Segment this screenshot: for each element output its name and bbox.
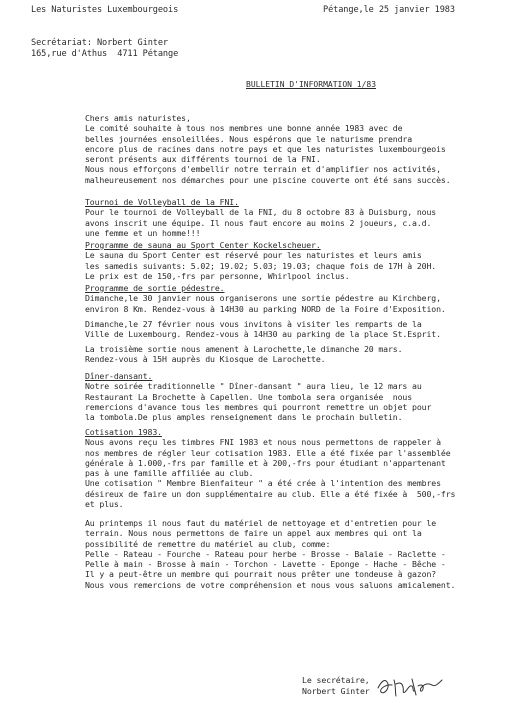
- walks-third: [85, 344, 402, 365]
- section-line: Dimanche,le 30 janvier nous organiserons une sortie pédestre au Kirchberg,: [85, 293, 441, 304]
- section-line: Pelle à main - Brosse à main - Torchon - Lavette - Eponge - Hache - Bêche -: [85, 559, 446, 570]
- place-date: Pétange,le 25 janvier 1983: [323, 5, 455, 15]
- walks-section: [85, 283, 446, 314]
- section-line: Nous avons reçu les timbres FNI 1983 et nous nous permettons de rappeler à: [85, 437, 441, 448]
- section-line: les samedis suivants: 5.02; 19.02; 5.03; 19.03; chaque fois de 17H à 20H.: [85, 260, 437, 271]
- section-line: une femme et un homme!!!: [85, 227, 201, 238]
- section-line: Rendez-vous à 15H auprès du Kiosque de Larochette.: [85, 354, 326, 365]
- closing-name: Norbert Ginter: [302, 686, 370, 696]
- sauna-section: [85, 240, 436, 281]
- cotisation-section: [85, 427, 455, 509]
- section-line: Au printemps il nous faut du matériel de nettoyage et d'entretien pour le: [85, 518, 437, 528]
- section-line: Une cotisation " Membre Bienfaiteur " a été crée à l'intention des membres: [85, 478, 441, 489]
- club-name: Les Naturistes Luxembourgeois: [31, 5, 179, 15]
- handwritten-signature: [372, 670, 447, 702]
- bulletin-title: BULLETIN D'INFORMATION 1/83: [246, 80, 377, 89]
- section-line: Pelle - Rateau - Fourche - Rateau pour herbe - Brosse - Balaie - Raclette -: [85, 548, 446, 559]
- section-line: Le sauna du Sport Center est réservé pour les naturistes et leurs amis: [85, 250, 422, 261]
- section-line: Nous vous remercions de votre compréhension et nous vous saluons amicalement.: [85, 579, 456, 590]
- section-line: remercions d'avance tous les membres qui pourront remettre un objet pour: [85, 401, 432, 412]
- section-heading: Cotisation 1983.: [85, 427, 162, 437]
- walks-second: [85, 319, 441, 340]
- secretariat-line: Secrétariat: Norbert Ginter: [31, 38, 168, 48]
- section-line: La troisième sortie nous amenent à Larochette,le dimanche 20 mars.: [85, 344, 403, 354]
- section-line: nos membres de régler leur cotisation 1983. Elle a été fixée par l'assemblée: [85, 447, 451, 458]
- section-line: et plus.: [85, 499, 124, 510]
- section-line: terrain. Nous nous permettons de faire un appel aux membres qui ont la: [85, 528, 422, 539]
- section-line: la tombola.De plus amples renseignement dans le prochain bulletin.: [85, 412, 403, 423]
- section-line: possibilité de remettre du matériel au club, comme:: [85, 538, 331, 549]
- section-line: environ 8 Km. Rendez-vous à 14H30 au parking NORD de la Foire d'Exposition.: [85, 303, 446, 314]
- intro-line: seront présents aux différents tournoi de la FNI.: [85, 154, 321, 165]
- section-line: Il y a peut-être un membre qui pourrait nous prêter une tondeuse à gazon?: [85, 569, 437, 580]
- section-line: Le prix est de 150,-frs par personne, Whirlpool inclus.: [85, 270, 350, 281]
- intro-line: encore plus de racines dans notre pays et que les naturistes luxembourgeois: [85, 143, 446, 154]
- section-line: pas à une famille affiliée au club.: [85, 468, 254, 479]
- intro-section: [85, 113, 451, 185]
- section-heading: Programme de sortie pédestre.: [85, 283, 225, 293]
- intro-line: belles journées ensoleillées. Nous espérons que le naturisme prendra: [85, 133, 413, 144]
- section-line: Dimanche,le 27 février nous vous invitons à visiter les remparts de la: [85, 319, 422, 329]
- intro-line: Nous nous efforçons d'embellir notre terrain et d'amplifier nos activités,: [85, 164, 441, 175]
- material-section: [85, 518, 455, 590]
- section-line: avons inscrit une équipe. Il nous faut encore au moins 2 joueurs, c.a.d.: [85, 217, 432, 228]
- volleyball-section: [85, 197, 436, 238]
- section-line: Restaurant La Brochette à Capellen. Une tombola sera organisée nous: [85, 391, 413, 402]
- intro-line: Le comité souhaite à tous nos membres une bonne année 1983 avec de: [85, 123, 403, 134]
- section-line: désireux de faire un don supplémentaire au club. Elle a été fixée à 500,-frs: [85, 488, 456, 499]
- dinner-section: [85, 371, 431, 422]
- section-line: Pour le tournoi de Volleyball de la FNI, du 8 octobre 83 à Duisburg, nous: [85, 207, 437, 218]
- intro-line: malheureusement nos démarches pour une piscine couverte ont été sans succès.: [85, 174, 451, 185]
- section-line: Ville de Luxembourg. Rendez-vous à 14H30 au parking de la place St.Esprit.: [85, 329, 441, 340]
- section-line: générale à 1.000,-frs par famille et à 200,-frs pour étudiant n'appartenant: [85, 457, 446, 468]
- address-line: 165,rue d'Athus 4711 Pétange: [31, 49, 179, 59]
- section-heading: Dîner-dansant.: [85, 371, 153, 381]
- section-line: Notre soirée traditionnelle " Dîner-dansant " aura lieu, le 12 mars au: [85, 381, 422, 392]
- closing-role: Le secrétaire,: [302, 675, 370, 685]
- greeting: Chers amis naturistes,: [85, 113, 191, 123]
- section-heading: Programme de sauna au Sport Center Kockelscheuer.: [85, 240, 321, 250]
- section-heading: Tournoi de Volleyball de la FNI.: [85, 197, 239, 207]
